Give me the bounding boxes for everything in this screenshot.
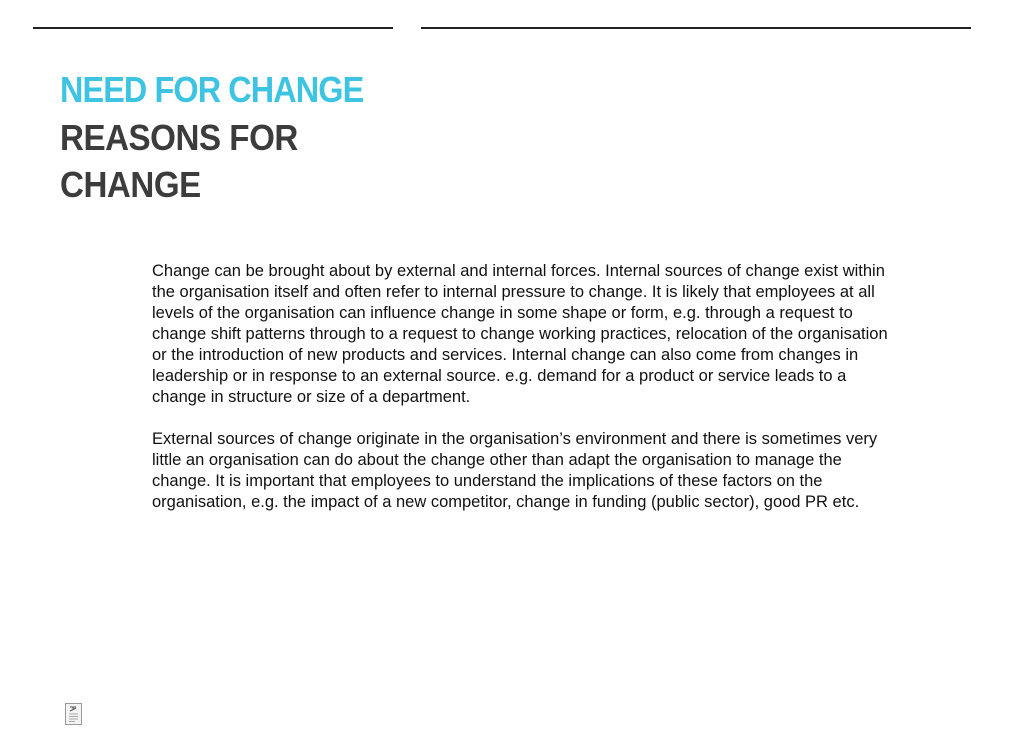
body-paragraph-external: External sources of change originate in the organisation’s environment and there is sometimes very little an organisation can do about the change other than adapt the organisation to manage the change. It is important that employees to understand the implications of these factors on the organisation, e.g. the impact of a new competitor, change in funding (public sector), good PR etc. xyxy=(152,430,878,511)
title-block xyxy=(60,70,380,208)
top-rule-left xyxy=(33,27,393,29)
top-rule-right xyxy=(421,27,971,29)
slide-body xyxy=(152,261,892,534)
slide-title-main: REASONS FOR CHANGE xyxy=(60,117,298,205)
slide-title-accent: NEED FOR CHANGE xyxy=(60,69,364,110)
body-paragraph-internal: Change can be brought about by external and internal forces. Internal sources of change exist within the organisation itself and often refer to internal pressure to change. It is likely that employees at all levels of the organisation can influence change in some shape or form, e.g. through a request to change shift patterns through to a request to change working practices, relocation of the organisation or the introduction of new products and services. Internal change can also come from changes in leadership or in response to an external source. e.g. demand for a product or service leads to a change in structure or size of a department. xyxy=(152,262,888,406)
document-thumbnail-icon[interactable] xyxy=(65,703,82,725)
